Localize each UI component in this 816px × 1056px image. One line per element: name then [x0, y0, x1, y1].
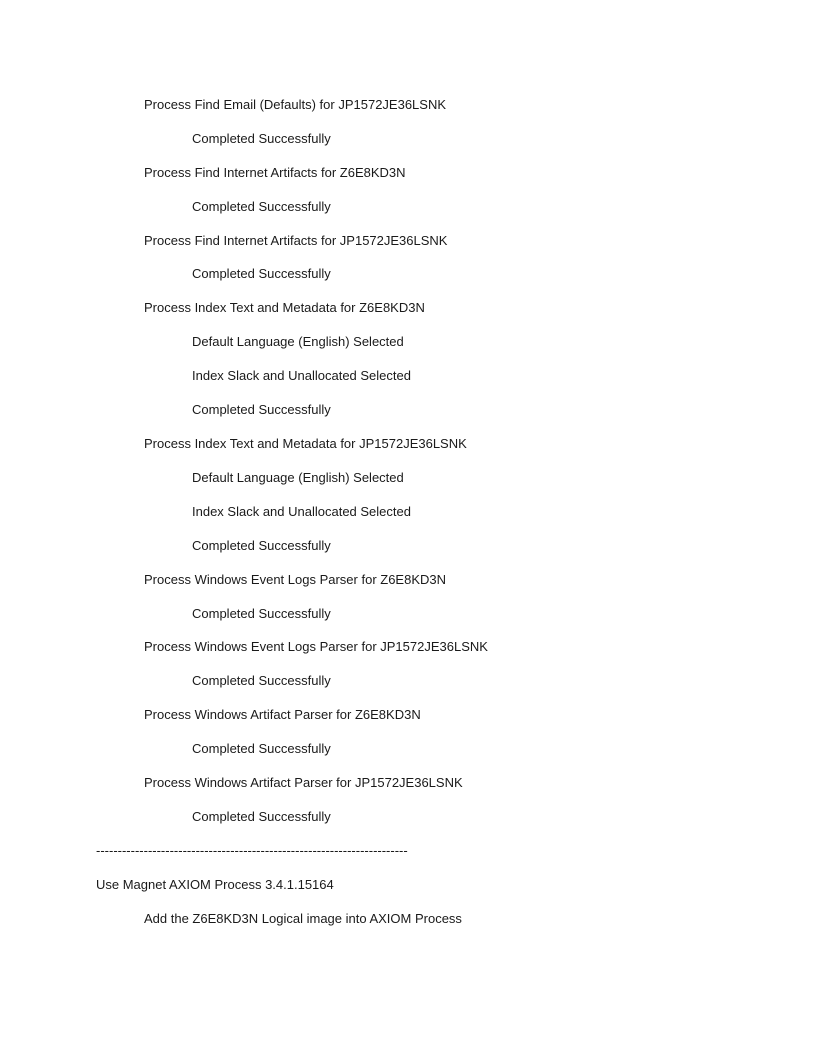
step-status: Completed Successfully — [192, 606, 331, 621]
process-step: Process Index Text and Metadata for Z6E8KD3N — [144, 300, 425, 315]
step-status: Completed Successfully — [192, 131, 331, 146]
separator-line: ------------------------------------------------------------------------ — [96, 843, 408, 858]
process-step: Process Find Internet Artifacts for JP1572JE36LSNK — [144, 233, 448, 248]
process-step: Add the Z6E8KD3N Logical image into AXIOM Process — [144, 911, 462, 926]
process-step: Process Windows Event Logs Parser for JP1572JE36LSNK — [144, 639, 488, 654]
process-step: Process Windows Event Logs Parser for Z6E8KD3N — [144, 572, 447, 587]
process-step: Process Windows Artifact Parser for Z6E8KD3N — [144, 707, 421, 722]
step-option: Default Language (English) Selected — [192, 470, 404, 485]
step-status: Completed Successfully — [192, 199, 331, 214]
step-status: Completed Successfully — [192, 809, 331, 824]
step-status: Completed Successfully — [192, 673, 331, 688]
process-step: Process Find Internet Artifacts for Z6E8KD3N — [144, 165, 406, 180]
step-option: Index Slack and Unallocated Selected — [192, 504, 411, 519]
process-step: Process Windows Artifact Parser for JP1572JE36LSNK — [144, 775, 463, 790]
step-option: Index Slack and Unallocated Selected — [192, 368, 411, 383]
process-step: Process Find Email (Defaults) for JP1572JE36LSNK — [144, 97, 447, 112]
step-status: Completed Successfully — [192, 741, 331, 756]
step-status: Completed Successfully — [192, 538, 331, 553]
step-option: Default Language (English) Selected — [192, 334, 404, 349]
step-status: Completed Successfully — [192, 266, 331, 281]
process-step: Process Index Text and Metadata for JP1572JE36LSNK — [144, 436, 467, 451]
step-status: Completed Successfully — [192, 402, 331, 417]
section-heading: Use Magnet AXIOM Process 3.4.1.15164 — [96, 877, 334, 892]
